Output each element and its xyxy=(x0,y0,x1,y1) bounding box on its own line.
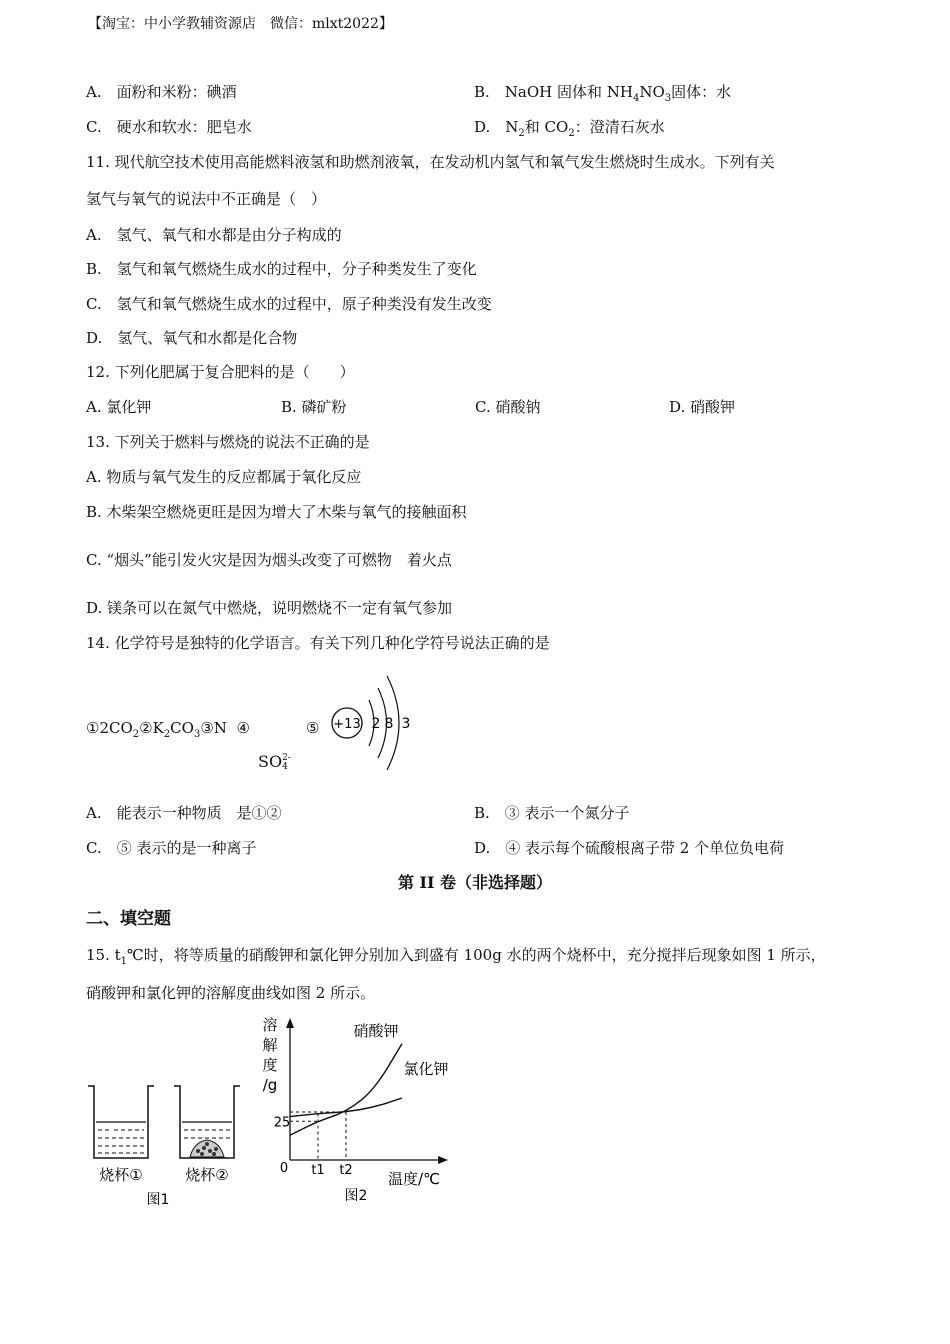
x-axis-arrow xyxy=(438,1156,448,1164)
curve-potassium-nitrate xyxy=(290,1044,402,1135)
q12-option-b: B. 磷矿粉 xyxy=(281,398,347,416)
q13-option-a: A. 物质与氧气发生的反应都属于氧化反应 xyxy=(86,468,362,486)
shell-electrons-1: 2 xyxy=(371,716,381,732)
q14-symbol-5-label: ⑤ xyxy=(306,719,320,737)
q10-option-d: D. $N_2$和 $CO_2$：澄清石灰水 xyxy=(474,118,665,139)
q13-option-c: C. “烟头”能引发火灾是因为烟头改变了可燃物 着火点 xyxy=(86,551,452,569)
shell-electrons-2: 8 xyxy=(384,716,394,732)
q11-stem-line1: 11. 现代航空技术使用高能燃料液氢和助燃剂液氧，在发动机内氢气和氧气发生燃烧时生成水。下列有关 xyxy=(86,153,775,171)
q15-stem-line1: 15. $t_1℃$时，将等质量的硝酸钾和氯化钾分别加入到盛有 100g 水的两个烧杯中，充分搅拌后现象如图 1 所示， xyxy=(86,946,826,967)
q13-option-d: D. 镁条可以在氮气中燃烧，说明燃烧不一定有氧气参加 xyxy=(86,599,453,617)
figure-1-beakers xyxy=(84,1080,254,1215)
q14-option-d: D. ④ 表示每个硫酸根离子带 2 个单位负电荷 xyxy=(474,839,785,857)
q15-stem-line2: 硝酸钾和氯化钾的溶解度曲线如图 2 所示。 xyxy=(86,984,376,1002)
y-label-char-1: 溶 xyxy=(262,1016,278,1034)
series-label-potassium-chloride: 氯化钾 xyxy=(403,1060,449,1078)
solubility-chart xyxy=(256,1012,456,1217)
atom-structure-diagram xyxy=(325,664,415,774)
section-title: 第 II 卷（非选择题） xyxy=(397,873,553,892)
q14-stem: 14. 化学符号是独特的化学语言。有关下列几种化学符号说法正确的是 xyxy=(86,634,550,652)
shell-electrons-3: 3 xyxy=(401,716,411,732)
q10-option-b: B. NaOH 固体和 $NH_4NO_3$固体：水 xyxy=(474,83,732,104)
figure-2-label: 图2 xyxy=(344,1188,368,1204)
x-tick-t1: t1 xyxy=(311,1163,325,1178)
series-label-potassium-nitrate: 硝酸钾 xyxy=(353,1022,399,1040)
q12-option-d: D. 硝酸钾 xyxy=(669,398,736,416)
q12-option-a: A. 氯化钾 xyxy=(86,398,152,416)
sulfate-ion-symbol: SO 2- 4 xyxy=(258,752,291,772)
q10-option-c: C. 硬水和软水：肥皂水 xyxy=(86,118,252,136)
beaker-1 xyxy=(88,1086,154,1158)
y-label-char-4: /g xyxy=(262,1076,278,1094)
q10-option-a: A. 面粉和米粉：碘酒 xyxy=(86,83,237,101)
beaker-2 xyxy=(174,1086,240,1158)
q14-option-a: A. 能表示一种物质 是①② xyxy=(86,804,282,822)
x-tick-t2: t2 xyxy=(339,1163,353,1178)
y-label-char-2: 解 xyxy=(262,1036,278,1054)
y-tick-25: 25 xyxy=(273,1115,291,1131)
q11-option-c: C. 氢气和氧气燃烧生成水的过程中，原子种类没有发生改变 xyxy=(86,295,492,313)
q11-option-d: D. 氢气、氧气和水都是化合物 xyxy=(86,329,298,347)
y-axis-arrow xyxy=(286,1018,294,1028)
y-label-char-3: 度 xyxy=(262,1056,278,1074)
q11-option-b: B. 氢气和氧气燃烧生成水的过程中，分子种类发生了变化 xyxy=(86,260,477,278)
q12-option-c: C. 硝酸钠 xyxy=(475,398,541,416)
part-title: 二、填空题 xyxy=(86,909,171,929)
q14-option-c: C. ⑤ 表示的是一种离子 xyxy=(86,839,257,857)
q14-symbols: $①2CO_2②K_2CO_3③N$ ④ xyxy=(86,719,250,740)
figure-1-label: 图1 xyxy=(146,1192,170,1208)
origin-label: 0 xyxy=(279,1161,289,1176)
q11-stem-line2: 氢气与氧气的说法中不正确是（ ） xyxy=(86,190,327,208)
x-axis-label: 温度/℃ xyxy=(388,1170,440,1188)
q13-stem: 13. 下列关于燃料与燃烧的说法不正确的是 xyxy=(86,433,370,451)
q11-option-a: A. 氢气、氧气和水都是由分子构成的 xyxy=(86,226,342,244)
beaker-1-label: 烧杯① xyxy=(99,1166,143,1184)
q13-option-b: B. 木柴架空燃烧更旺是因为增大了木柴与氧气的接触面积 xyxy=(86,503,467,521)
beaker-2-label: 烧杯② xyxy=(185,1166,229,1184)
nucleus-charge: +13 xyxy=(333,717,361,732)
q12-stem: 12. 下列化肥属于复合肥料的是（ ） xyxy=(86,363,355,381)
q14-option-b: B. ③ 表示一个氮分子 xyxy=(474,804,630,822)
header-note: 【淘宝：中小学教辅资源店 微信：mlxt2022】 xyxy=(88,16,393,32)
